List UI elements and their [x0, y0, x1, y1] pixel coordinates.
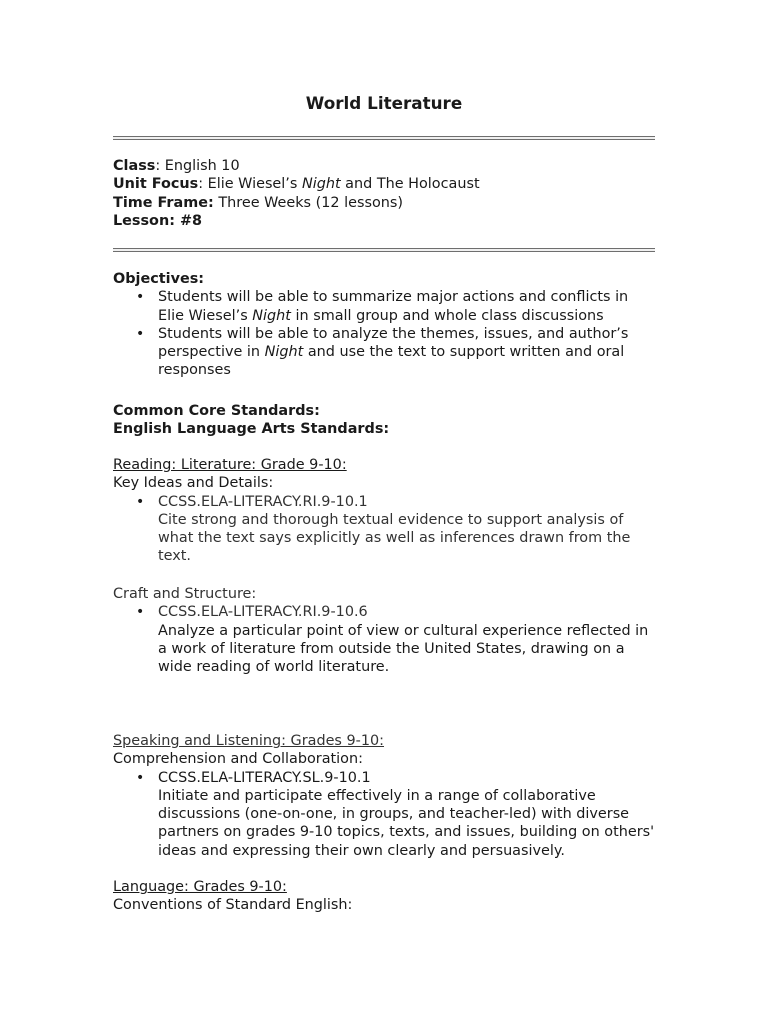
- reading-heading: Reading: Literature: Grade 9-10:: [113, 457, 347, 473]
- objectives-list: [113, 288, 655, 379]
- craft-standards-list: [113, 603, 655, 676]
- craft-structure-heading: Craft and Structure:: [113, 586, 257, 602]
- speaking-section: [113, 732, 655, 860]
- standard-description: Cite strong and thorough textual evidence to support analysis of what the text says explicitly as well as inferences drawn from the text.: [158, 511, 631, 565]
- class-value: : English 10: [155, 158, 240, 174]
- time-frame-row: [113, 194, 655, 212]
- standard-code: CCSS.ELA-LITERACY.SL.9-10.1: [158, 769, 371, 786]
- unit-focus-post: and The Holocaust: [340, 176, 480, 193]
- unit-focus-book: Night: [301, 176, 341, 193]
- bullet-icon: •: [136, 289, 145, 306]
- craft-section: [113, 585, 655, 676]
- bullet-icon: •: [136, 769, 145, 786]
- bullet-icon: •: [136, 325, 145, 342]
- list-item: [113, 493, 655, 566]
- standard-code: CCSS.ELA-LITERACY.RI.9-10.6: [158, 604, 368, 621]
- unit-focus-row: [113, 175, 655, 193]
- lesson-number: Lesson: #8: [113, 212, 203, 229]
- divider: [113, 136, 655, 140]
- key-ideas-heading: Key Ideas and Details:: [113, 475, 274, 492]
- unit-focus-label: Unit Focus: [113, 176, 199, 193]
- objectives-heading: Objectives:: [113, 271, 205, 287]
- bullet-icon: •: [136, 604, 145, 621]
- list-item: [113, 603, 655, 676]
- reading-standards-list: [113, 493, 655, 566]
- standard-description: Initiate and participate effectively in a range of collaborative discussions (one-on-one, in groups, and teacher-led) with diverse partners on grades 9-10 topics, texts, and issues, building on others' ideas and expressing their own clearly and persuasively.: [158, 787, 655, 859]
- unit-focus-pre: : Elie Wiesel’s: [198, 176, 302, 193]
- objectives-section: [113, 270, 655, 380]
- speaking-standards-list: [113, 769, 655, 860]
- common-core-heading: Common Core Standards:: [113, 403, 320, 419]
- class-row: [113, 157, 655, 175]
- divider: [113, 248, 655, 252]
- time-frame-label: Time Frame:: [113, 194, 214, 211]
- list-item: • Students will be able to summarize major actions and conflicts in Elie Wiesel’s Night in small group and whole class discussions: [136, 289, 629, 324]
- comprehension-heading: Comprehension and Collaboration:: [113, 751, 363, 768]
- lesson-info: [113, 157, 655, 230]
- class-label: Class: [113, 158, 156, 174]
- conventions-heading: Conventions of Standard English:: [113, 897, 353, 914]
- time-frame-value: Three Weeks (12 lessons): [213, 194, 403, 211]
- ela-standards-heading: English Language Arts Standards:: [113, 421, 390, 438]
- standard-description: Analyze a particular point of view or cultural experience reflected in a work of literature from outside the United States, drawing on a wide reading of world literature.: [158, 622, 649, 676]
- list-item: • Students will be able to analyze the themes, issues, and author’s perspective in Night and use the text to support written and oral responses: [136, 325, 629, 379]
- list-item: [113, 769, 655, 860]
- speaking-heading: Speaking and Listening: Grades 9-10:: [113, 733, 385, 749]
- standards-heading-block: [113, 402, 655, 439]
- standard-code: CCSS.ELA-LITERACY.RI.9-10.1: [158, 493, 368, 510]
- language-heading: Language: Grades 9-10:: [113, 879, 287, 895]
- bullet-icon: •: [136, 493, 145, 510]
- reading-section: [113, 456, 655, 566]
- page-title: World Literature: [305, 93, 463, 113]
- language-section: [113, 878, 655, 915]
